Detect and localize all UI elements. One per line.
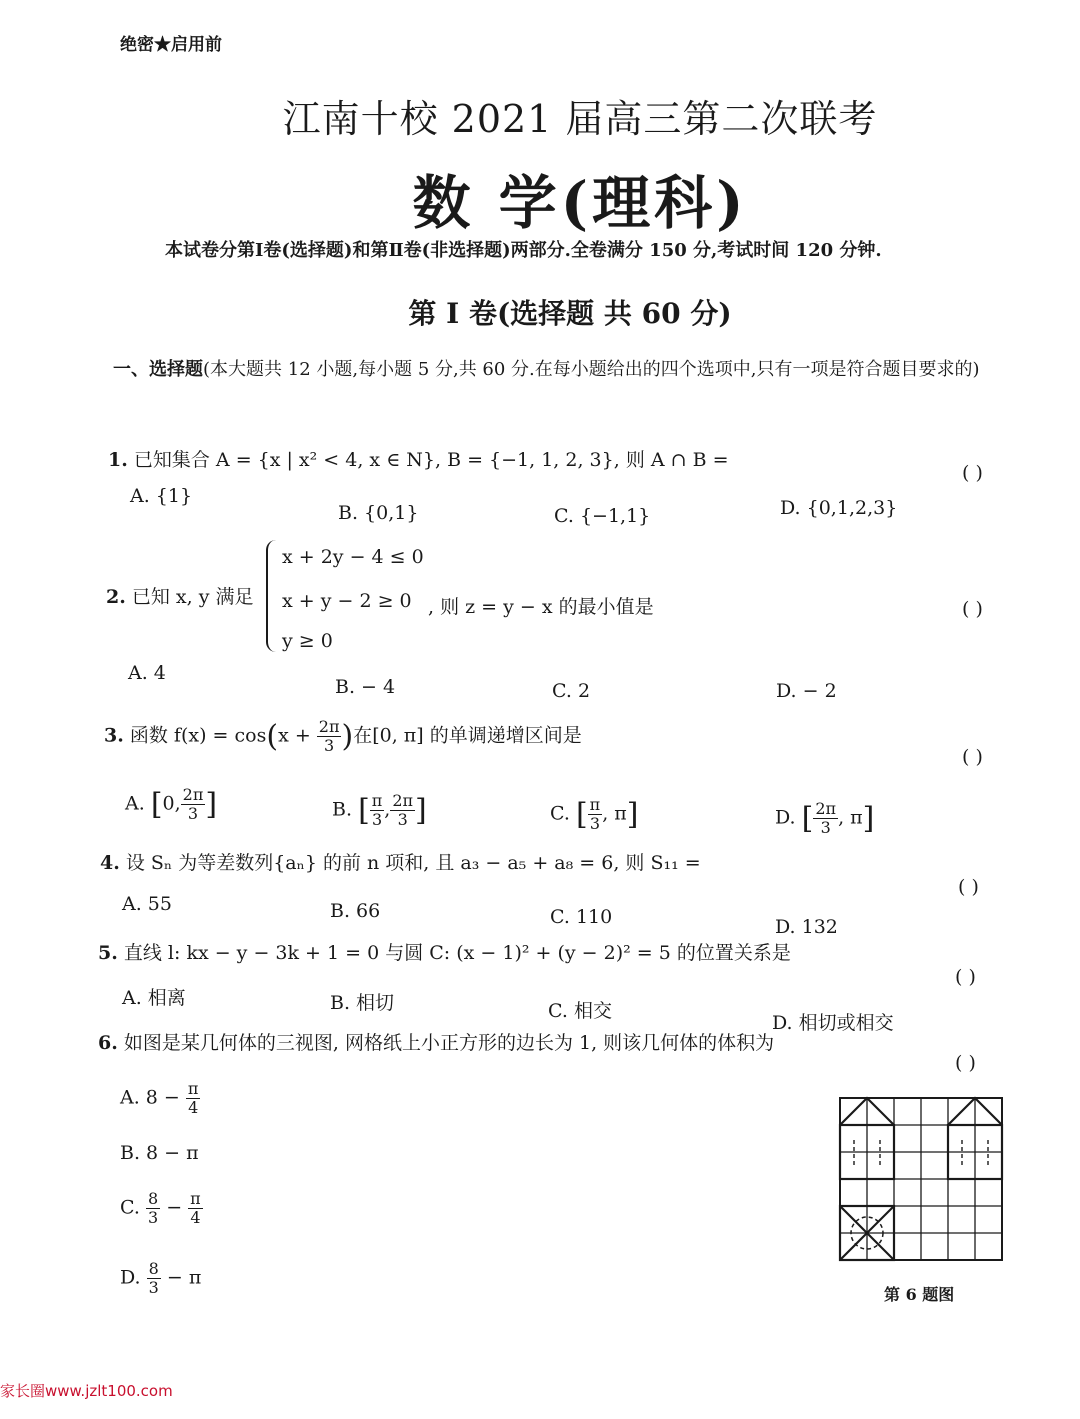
question-number: 2. (106, 586, 126, 608)
system-brace (266, 540, 278, 652)
option-a: A. 55 (122, 893, 172, 915)
watermark: 家长圈www.jzlt100.com (0, 1382, 173, 1400)
fraction: $\frac{8}{3}$ (147, 1189, 159, 1227)
fraction: $\frac{\pi}{4}$ (187, 1079, 199, 1117)
section-label: 一、选择题 (113, 359, 203, 380)
section-instructions (113, 352, 1023, 388)
option-b: B. [ $\frac{\pi}{3}$ , $\frac{2\pi}{3}$ ] (332, 791, 427, 829)
fraction: $\frac{8}{3}$ (148, 1259, 159, 1297)
option-d: D. $\frac{8}{3}$ − π (120, 1259, 202, 1297)
fraction: $\frac{2\pi}{3}$ (318, 717, 340, 755)
question-stem-pre: 函数 f(x) = cos (129, 724, 267, 747)
question-1 (108, 445, 729, 472)
question-stem-pre: 已知 x, y 满足 (131, 586, 254, 608)
question-6 (98, 1028, 774, 1055)
question-stem: 设 Sₙ 为等差数列{aₙ} 的前 n 项和, 且 a₃ − a₅ + a₈ = 6, 则 S₁₁ = (125, 852, 701, 874)
question-number: 4. (100, 852, 120, 874)
section-desc: (本大题共 12 小题,每小题 5 分,共 60 分.在每小题给出的四个选项中,只有一项是符合题目要求的) (203, 359, 980, 380)
paren-open: ( (266, 719, 279, 754)
answer-paren: ( ) (962, 598, 983, 620)
answer-paren: ( ) (955, 1052, 976, 1074)
option-d: D. 相切或相交 (772, 1012, 894, 1034)
option-d: D. 132 (775, 916, 838, 938)
option-a: A. 4 (128, 662, 166, 684)
answer-paren: ( ) (962, 462, 983, 484)
option-c: C. [ $\frac{\pi}{3}$ , π] (550, 795, 639, 833)
exam-title: 江南十校 2021 届高三第二次联考 (282, 97, 878, 141)
constraint-3: y ≥ 0 (282, 630, 333, 652)
question-stem: 如图是某几何体的三视图, 网格纸上小正方形的边长为 1, 则该几何体的体积为 (123, 1032, 775, 1054)
paren-close: ) (341, 719, 354, 754)
stem-x: x + (278, 724, 317, 747)
option-c: C. 110 (550, 906, 613, 928)
option-c: C. 相交 (548, 1000, 612, 1022)
option-b: B. 66 (330, 900, 381, 922)
fraction: $\frac{2\pi}{3}$ (392, 791, 414, 829)
figure-caption: 第 6 题图 (884, 1285, 955, 1304)
option-d: D. [ $\frac{2\pi}{3}$ , π] (775, 799, 875, 837)
exam-intro: 本试卷分第Ⅰ卷(选择题)和第Ⅱ卷(非选择题)两部分.全卷满分 150 分,考试时间 120 分钟. (165, 240, 882, 261)
question-3 (104, 718, 582, 755)
option-c: C. 2 (552, 680, 591, 702)
option-a: A. [0, $\frac{2\pi}{3}$ ] (125, 785, 218, 823)
secret-mark: 绝密★启用前 (120, 35, 222, 55)
option-c: C. $\frac{8}{3}$ − $\frac{\pi}{4}$ (120, 1189, 201, 1227)
volume-title: 第 Ⅰ 卷(选择题 共 60 分) (408, 297, 732, 330)
option-d: D. − 2 (776, 680, 837, 702)
question-number: 3. (104, 724, 124, 747)
question-number: 1. (108, 449, 128, 471)
question-number: 6. (98, 1032, 118, 1054)
fraction: $\frac{\pi}{3}$ (371, 791, 383, 829)
constraint-2: x + y − 2 ≥ 0 (282, 590, 412, 612)
option-a: A. {1} (130, 485, 193, 507)
option-d: D. {0,1,2,3} (780, 497, 898, 519)
option-a: A. 8 − $\frac{\pi}{4}$ (120, 1079, 199, 1117)
constraint-1: x + 2y − 4 ≤ 0 (282, 546, 424, 568)
fraction: $\frac{2\pi}{3}$ (182, 785, 204, 823)
fraction: $\frac{\pi}{4}$ (190, 1189, 201, 1227)
question-4 (100, 848, 701, 875)
question-5 (98, 938, 791, 965)
three-view-figure (838, 1096, 1004, 1268)
answer-paren: ( ) (958, 876, 979, 898)
option-b: B. − 4 (335, 676, 396, 698)
question-number: 5. (98, 942, 118, 964)
option-a: A. 相离 (122, 987, 186, 1009)
option-b: B. {0,1} (338, 502, 419, 524)
answer-paren: ( ) (955, 966, 976, 988)
option-b: B. 相切 (330, 992, 395, 1014)
question-stem: 已知集合 A = {x | x² < 4, x ∈ N}, B = {−1, 1, 2, 3}, 则 A ∩ B = (133, 449, 729, 471)
answer-paren: ( ) (962, 746, 983, 768)
option-b: B. 8 − π (120, 1142, 199, 1164)
subject-title: 数 学(理科) (412, 169, 748, 237)
fraction: $\frac{\pi}{3}$ (589, 795, 601, 833)
question-stem-post: 在[0, π] 的单调递增区间是 (353, 724, 582, 747)
option-c: C. {−1,1} (554, 505, 651, 527)
fraction: $\frac{2\pi}{3}$ (815, 799, 837, 837)
question-stem-post: , 则 z = y − x 的最小值是 (428, 596, 654, 618)
question-2 (106, 582, 254, 609)
question-stem: 直线 l: kx − y − 3k + 1 = 0 与圆 C: (x − 1)² + (y − 2)² = 5 的位置关系是 (123, 942, 791, 964)
